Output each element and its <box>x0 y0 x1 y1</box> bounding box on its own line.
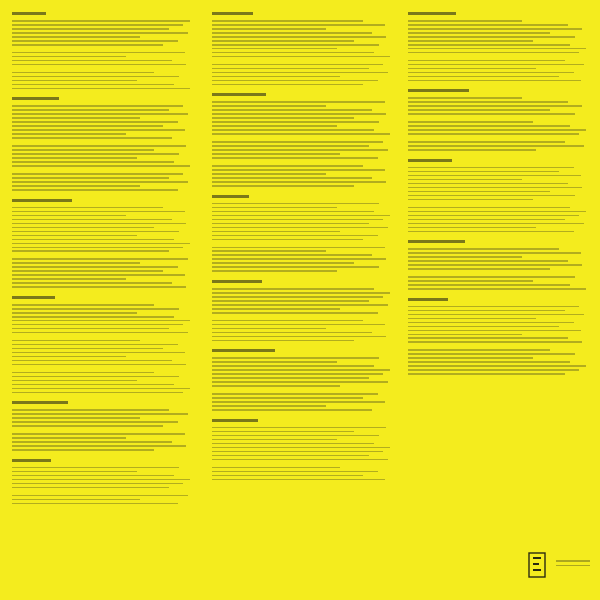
verse-line <box>408 227 536 229</box>
verse-line <box>408 121 533 123</box>
verse-line <box>212 393 378 395</box>
verse-line <box>408 76 559 78</box>
verse-line <box>408 64 584 66</box>
verse-line <box>12 185 140 187</box>
lyric-column-left <box>12 12 190 512</box>
verse-line <box>212 28 326 30</box>
verse-line <box>212 332 372 334</box>
verse-line <box>12 109 169 111</box>
verse-line <box>12 372 154 374</box>
verse-line <box>12 475 174 477</box>
label-logo-icon <box>528 552 546 578</box>
verse-line <box>212 288 374 290</box>
verse-line <box>12 64 186 66</box>
song-title <box>408 159 452 162</box>
song-title <box>12 401 68 404</box>
verse-line <box>212 215 390 217</box>
verse-line <box>12 189 178 191</box>
verse-line <box>12 437 126 439</box>
verse-line <box>12 161 174 163</box>
verse-line <box>12 117 140 119</box>
song-title <box>12 97 59 100</box>
verse-line <box>408 28 582 30</box>
verse-line <box>212 479 385 481</box>
verse-line <box>12 72 154 74</box>
verse-line <box>12 129 185 131</box>
song-block <box>12 296 190 393</box>
verse-line <box>12 364 186 366</box>
verse-line <box>212 207 337 209</box>
verse-line <box>408 349 550 351</box>
verse-line <box>12 417 140 419</box>
verse-line <box>408 268 550 270</box>
verse-line <box>408 357 533 359</box>
verse-line <box>212 361 337 363</box>
verse-line <box>408 219 565 221</box>
verse-line <box>408 141 565 143</box>
song-block <box>212 93 390 186</box>
verse-line <box>212 296 383 298</box>
verse-line <box>408 101 568 103</box>
verse-line <box>212 32 372 34</box>
verse-line <box>408 199 533 201</box>
verse-line <box>212 64 383 66</box>
song-block <box>212 195 390 272</box>
verse-line <box>212 340 354 342</box>
song-title <box>212 12 253 15</box>
verse-line <box>212 300 369 302</box>
verse-line <box>212 250 326 252</box>
verse-line <box>12 282 172 284</box>
verse-line <box>12 36 140 38</box>
verse-line <box>212 56 390 58</box>
song-title <box>12 199 72 202</box>
verse-line <box>12 332 188 334</box>
verse-line <box>212 292 390 294</box>
verse-line <box>212 377 369 379</box>
verse-line <box>12 262 140 264</box>
verse-line <box>408 207 570 209</box>
verse-line <box>12 503 178 505</box>
song-block <box>408 89 586 150</box>
verse-line <box>12 105 183 107</box>
verse-line <box>12 467 179 469</box>
verse-line <box>212 169 385 171</box>
verse-line <box>12 433 185 435</box>
verse-line <box>408 125 570 127</box>
verse-line <box>408 306 579 308</box>
verse-line <box>212 471 378 473</box>
verse-line <box>408 284 570 286</box>
song-block <box>408 240 586 289</box>
verse-line <box>12 441 172 443</box>
verse-line <box>212 133 390 135</box>
verse-line <box>408 191 550 193</box>
song-block <box>12 459 190 504</box>
verse-line <box>12 52 185 54</box>
verse-line <box>212 101 385 103</box>
song-block <box>212 12 390 85</box>
verse-line <box>408 179 522 181</box>
verse-line <box>212 113 386 115</box>
verse-line <box>12 60 172 62</box>
verse-line <box>212 235 378 237</box>
verse-line <box>12 32 188 34</box>
verse-line <box>212 270 337 272</box>
verse-line <box>212 165 363 167</box>
verse-line <box>12 133 126 135</box>
verse-line <box>12 165 190 167</box>
verse-line <box>212 455 369 457</box>
verse-line <box>212 177 372 179</box>
verse-line <box>212 149 388 151</box>
verse-line <box>212 105 326 107</box>
verse-line <box>408 330 581 332</box>
verse-line <box>212 435 379 437</box>
verse-line <box>12 324 183 326</box>
verse-line <box>12 278 126 280</box>
verse-line <box>408 310 565 312</box>
verse-line <box>212 451 383 453</box>
verse-line <box>212 247 385 249</box>
verse-line <box>212 227 388 229</box>
verse-line <box>212 369 390 371</box>
song-title <box>212 93 266 96</box>
verse-line <box>408 145 584 147</box>
verse-line <box>12 113 188 115</box>
verse-line <box>212 157 378 159</box>
song-title <box>408 240 465 243</box>
verse-line <box>408 260 568 262</box>
verse-line <box>408 326 559 328</box>
verse-line <box>12 80 137 82</box>
verse-line <box>408 44 570 46</box>
verse-line <box>12 487 169 489</box>
verse-line <box>12 495 188 497</box>
verse-line <box>12 409 169 411</box>
verse-line <box>212 36 386 38</box>
verse-line <box>408 109 550 111</box>
verse-line <box>408 334 522 336</box>
verse-line <box>12 352 185 354</box>
verse-line <box>212 211 374 213</box>
verse-line <box>212 385 340 387</box>
verse-line <box>212 185 354 187</box>
song-title <box>212 280 262 283</box>
song-block <box>12 12 190 89</box>
verse-line <box>212 254 372 256</box>
verse-line <box>12 24 183 26</box>
verse-line <box>408 256 522 258</box>
verse-line <box>212 467 340 469</box>
verse-line <box>12 376 179 378</box>
verse-line <box>212 173 326 175</box>
verse-line <box>408 24 568 26</box>
verse-line <box>408 187 582 189</box>
song-block <box>12 199 190 288</box>
verse-line <box>408 211 586 213</box>
song-title <box>12 459 51 462</box>
verse-line <box>12 499 140 501</box>
verse-line <box>212 258 386 260</box>
song-title <box>12 296 55 299</box>
verse-line <box>212 145 369 147</box>
verse-line <box>12 239 174 241</box>
verse-line <box>212 44 379 46</box>
verse-line <box>12 243 190 245</box>
verse-line <box>12 28 169 30</box>
verse-line <box>212 405 326 407</box>
verse-line <box>408 369 579 371</box>
verse-line <box>408 252 581 254</box>
verse-line <box>12 445 186 447</box>
verse-line <box>12 258 188 260</box>
verse-line <box>212 312 378 314</box>
verse-line <box>212 203 379 205</box>
verse-line <box>212 80 378 82</box>
verse-line <box>12 421 178 423</box>
verse-line <box>12 235 137 237</box>
lyric-column-right <box>408 12 586 383</box>
verse-line <box>408 97 522 99</box>
verse-line <box>408 373 565 375</box>
verse-line <box>408 167 574 169</box>
song-block <box>212 349 390 410</box>
verse-line <box>212 125 337 127</box>
song-block <box>212 419 390 480</box>
song-block <box>212 280 390 341</box>
verse-line <box>12 304 154 306</box>
verse-line <box>212 24 385 26</box>
verse-line <box>212 153 340 155</box>
verse-line <box>12 380 137 382</box>
verse-line <box>12 149 154 151</box>
verse-line <box>12 153 179 155</box>
verse-line <box>212 52 374 54</box>
verse-line <box>12 471 137 473</box>
verse-line <box>12 425 163 427</box>
verse-line <box>12 173 183 175</box>
verse-line <box>212 68 369 70</box>
verse-line <box>408 341 582 343</box>
verse-line <box>408 337 568 339</box>
verse-line <box>12 56 126 58</box>
verse-line <box>408 133 579 135</box>
verse-line <box>408 322 574 324</box>
verse-line <box>12 40 178 42</box>
verse-line <box>212 431 354 433</box>
verse-line <box>408 264 582 266</box>
verse-line <box>12 360 172 362</box>
verse-line <box>408 231 574 233</box>
verse-line <box>12 270 163 272</box>
verse-line <box>212 84 363 86</box>
verse-line <box>408 318 536 320</box>
verse-line <box>12 219 172 221</box>
song-title <box>212 195 249 198</box>
verse-line <box>212 365 374 367</box>
verse-line <box>408 361 570 363</box>
song-block <box>408 298 586 375</box>
song-block <box>408 12 586 81</box>
verse-line <box>212 401 385 403</box>
verse-line <box>212 121 379 123</box>
verse-line <box>12 137 172 139</box>
song-title <box>408 298 448 301</box>
verse-line <box>212 40 354 42</box>
verse-line <box>212 308 340 310</box>
song-block <box>12 97 190 190</box>
verse-line <box>212 231 340 233</box>
verse-line <box>212 181 386 183</box>
verse-line <box>408 248 559 250</box>
verse-line <box>408 129 586 131</box>
verse-line <box>408 276 575 278</box>
verse-line <box>408 223 584 225</box>
verse-line <box>12 145 186 147</box>
verse-line <box>12 344 178 346</box>
song-block <box>12 401 190 450</box>
verse-line <box>408 288 586 290</box>
verse-line <box>12 20 190 22</box>
verse-line <box>12 328 169 330</box>
verse-line <box>212 320 363 322</box>
verse-line <box>12 312 137 314</box>
verse-line <box>12 392 183 394</box>
verse-line <box>212 459 388 461</box>
verse-line <box>12 181 188 183</box>
verse-line <box>12 340 140 342</box>
verse-line <box>408 32 550 34</box>
verse-line <box>12 223 186 225</box>
verse-line <box>408 36 575 38</box>
verse-line <box>12 274 185 276</box>
verse-line <box>212 397 363 399</box>
verse-line <box>408 68 536 70</box>
verse-line <box>408 171 559 173</box>
verse-line <box>408 365 586 367</box>
verse-line <box>212 328 326 330</box>
verse-line <box>212 109 372 111</box>
verse-line <box>212 381 388 383</box>
verse-line <box>408 52 579 54</box>
verse-line <box>212 48 337 50</box>
verse-line <box>408 80 581 82</box>
verse-line <box>212 443 374 445</box>
verse-line <box>12 384 174 386</box>
verse-line <box>12 231 179 233</box>
verse-line <box>212 447 390 449</box>
verse-line <box>408 105 582 107</box>
verse-line <box>12 266 178 268</box>
verse-line <box>408 280 533 282</box>
verse-line <box>212 239 363 241</box>
verse-line <box>408 60 565 62</box>
verse-line <box>12 207 163 209</box>
verse-line <box>12 125 163 127</box>
verse-line <box>212 304 388 306</box>
verse-line <box>408 149 536 151</box>
verse-line <box>12 479 190 481</box>
song-block <box>408 159 586 232</box>
verse-line <box>408 183 568 185</box>
verse-line <box>12 211 185 213</box>
verse-line <box>212 129 374 131</box>
verse-line <box>212 324 385 326</box>
verse-line <box>212 266 379 268</box>
verse-line <box>12 121 178 123</box>
verse-line <box>12 483 183 485</box>
verse-line <box>408 72 574 74</box>
verse-line <box>408 113 575 115</box>
verse-line <box>12 388 190 390</box>
verse-line <box>12 247 183 249</box>
verse-line <box>408 353 575 355</box>
verse-line <box>12 286 186 288</box>
verse-line <box>12 157 137 159</box>
verse-line <box>12 227 154 229</box>
song-title <box>212 419 258 422</box>
verse-line <box>12 308 179 310</box>
verse-line <box>12 44 163 46</box>
verse-line <box>212 373 383 375</box>
verse-line <box>212 439 337 441</box>
verse-line <box>212 475 363 477</box>
verse-line <box>12 84 174 86</box>
song-title <box>12 12 46 15</box>
verse-line <box>212 141 383 143</box>
catalogue-mark <box>556 560 590 569</box>
verse-line <box>212 219 383 221</box>
verse-line <box>12 316 174 318</box>
song-title <box>212 349 275 352</box>
verse-line <box>12 413 188 415</box>
verse-line <box>12 356 126 358</box>
verse-line <box>212 336 386 338</box>
verse-line <box>408 40 533 42</box>
verse-line <box>12 348 163 350</box>
lyric-column-middle <box>212 12 390 488</box>
verse-line <box>212 427 386 429</box>
song-title <box>408 89 469 92</box>
verse-line <box>408 20 522 22</box>
verse-line <box>12 250 169 252</box>
verse-line <box>408 314 584 316</box>
verse-line <box>408 48 586 50</box>
verse-line <box>12 76 179 78</box>
song-title <box>408 12 456 15</box>
verse-line <box>212 117 354 119</box>
verse-line <box>12 215 126 217</box>
verse-line <box>12 449 154 451</box>
verse-line <box>212 72 388 74</box>
verse-line <box>212 223 369 225</box>
verse-line <box>212 357 379 359</box>
verse-line <box>212 262 354 264</box>
verse-line <box>212 76 340 78</box>
verse-line <box>212 20 363 22</box>
verse-line <box>12 320 190 322</box>
verse-line <box>408 175 581 177</box>
verse-line <box>212 409 372 411</box>
verse-line <box>12 88 190 90</box>
verse-line <box>408 215 579 217</box>
verse-line <box>408 195 575 197</box>
verse-line <box>12 177 169 179</box>
